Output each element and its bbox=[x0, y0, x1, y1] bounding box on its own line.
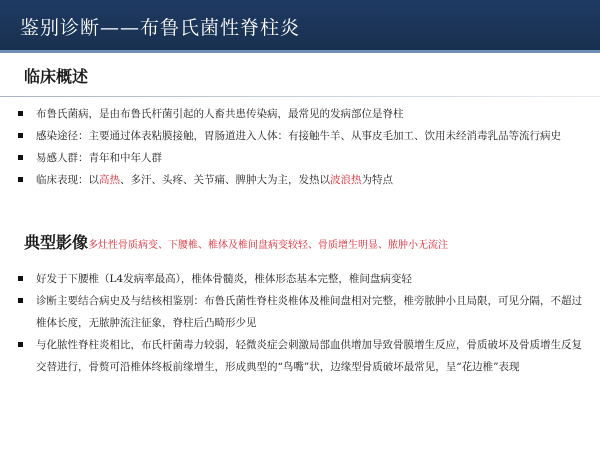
bullet-square-icon bbox=[18, 276, 23, 281]
heading-divider bbox=[0, 96, 600, 97]
clinical-overview-list bbox=[18, 103, 588, 191]
list-item bbox=[18, 169, 588, 191]
list-item bbox=[18, 334, 588, 378]
list-item bbox=[18, 147, 588, 169]
bullet-square-icon bbox=[18, 177, 23, 182]
title-divider bbox=[0, 50, 600, 53]
highlight-high-fever: 高热 bbox=[99, 174, 120, 186]
list-item bbox=[18, 125, 588, 147]
item-text: 布鲁氏菌病，是由布鲁氏杆菌引起的人畜共患传染病，最常见的发病部位是脊柱 bbox=[36, 108, 404, 120]
item-text: 好发于下腰椎（L4发病率最高），椎体骨髓炎，椎体形态基本完整，椎间盘病变轻 bbox=[36, 273, 412, 285]
slide-title: 鉴别诊断——布鲁氏菌性脊柱炎 bbox=[20, 17, 301, 39]
bullet-square-icon bbox=[18, 342, 23, 347]
typical-imaging-heading bbox=[24, 230, 448, 253]
clinical-overview-heading: 临床概述 bbox=[24, 67, 89, 86]
item-text: 为特点 bbox=[361, 174, 393, 186]
item-text: 与化脓性脊柱炎相比，布氏杆菌毒力较弱，轻微炎症会刺激局部血供增加导致骨膜增生反应，骨质破坏及骨质增生反复交替进行，骨赘可沿椎体终板前缘增生，形成典型的“鸟嘴”状，边缘型骨质破坏最常见，呈“花边椎”表现 bbox=[36, 339, 582, 373]
item-text: 易感人群：青年和中年人群 bbox=[36, 152, 162, 164]
item-text: 感染途径：主要通过体表粘膜接触，胃肠道进入人体：有接触牛羊、从事皮毛加工、饮用未经消毒乳品等流行病史 bbox=[36, 130, 561, 142]
typical-imaging-list bbox=[18, 268, 588, 378]
bullet-square-icon bbox=[18, 111, 23, 116]
highlight-undulant-fever: 波浪热 bbox=[330, 174, 362, 186]
bullet-square-icon bbox=[18, 133, 23, 138]
item-text: 、多汗、头疼、关节痛、脾肿大为主，发热以 bbox=[120, 174, 330, 186]
list-item bbox=[18, 103, 588, 125]
bullet-square-icon bbox=[18, 298, 23, 303]
typical-imaging-title: 典型影像 bbox=[24, 233, 89, 252]
bullet-square-icon bbox=[18, 155, 23, 160]
item-text: 诊断主要结合病史及与结核相鉴别：布鲁氏菌性脊柱炎椎体及椎间盘相对完整，椎旁脓肿小且局限，可见分隔，不超过椎体长度，无脓肿流注征象，脊柱后凸畸形少见 bbox=[36, 295, 582, 329]
typical-imaging-subheading: 多灶性骨质病变、下腰椎、椎体及椎间盘病变较轻、骨质增生明显、脓肿小无流注 bbox=[88, 240, 449, 251]
list-item bbox=[18, 268, 588, 290]
title-bar bbox=[0, 0, 600, 50]
item-text: 临床表现：以 bbox=[36, 174, 99, 186]
list-item bbox=[18, 290, 588, 334]
